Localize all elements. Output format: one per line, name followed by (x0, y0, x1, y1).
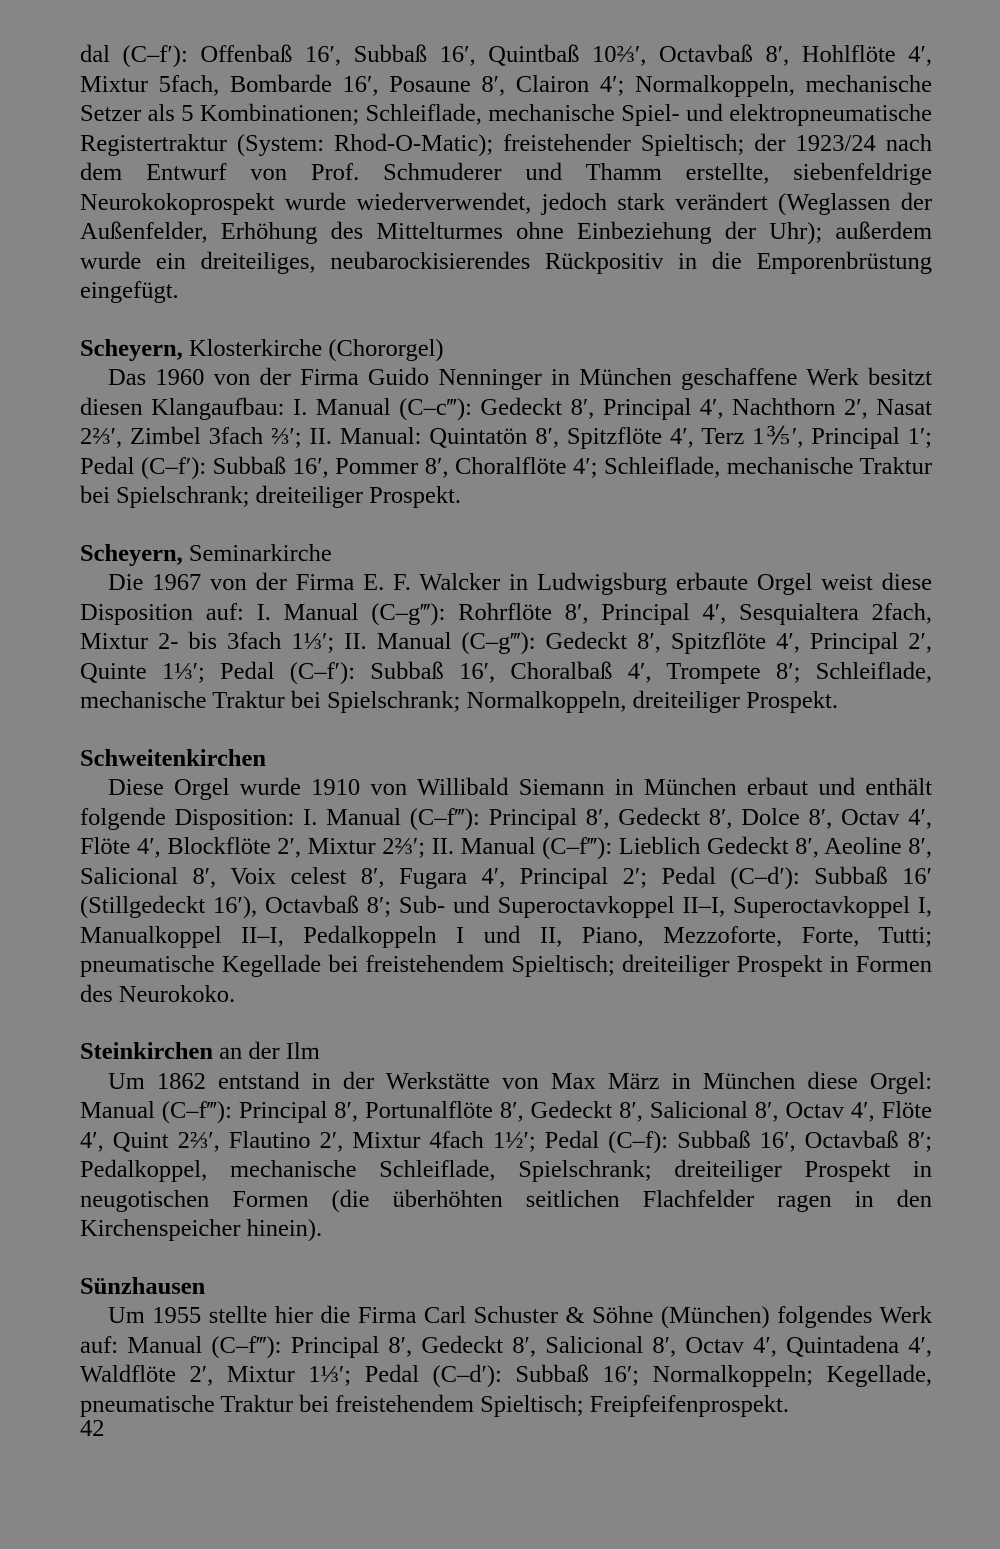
entry-text: Um 1862 entstand in der Werkstätte von Max März in München diese Orgel: Manual (C–f‴): Principal 8′, Portunalflöte 8′, Gedeckt 8′, Salicional 8′, Octav 4′, Flöte 4′, Quint 2⅔′, Flautino 2′, Mixtur 4fach 1½′; Pedal (C–f): Subbaß 16′, Octavbaß 8′; Pedalkoppel, mechanische Schleiflade, Spielschrank; dreiteiliger Prospekt in neugotischen Formen (die überhöhten seitlichen Flachfelder ragen in den Kirchenspeicher hinein). (80, 1067, 932, 1242)
entry-church: an der Ilm (212, 1038, 320, 1065)
entry-place: Steinkirchen (80, 1038, 213, 1065)
entry-schweitenkirchen (80, 744, 932, 1010)
intro-paragraph: dal (C–f′): Offenbaß 16′, Subbaß 16′, Quintbaß 10⅔′, Octavbaß 8′, Hohlflöte 4′, Mixtur 5fach, Bombarde 16′, Posaune 8′, Clairon 4′; Normalkoppeln, mechanische Setzer als 5 Kombinationen; Schleiflade, mechanische Spiel- und elektropneumatische Registertraktur (System: Rhod-O-Matic); freistehender Spieltisch; der 1923/24 nach dem Entwurf von Prof. Schmuderer und Thamm erstellte, siebenfeldrige Neurokokoprospekt wurde wiederverwendet, jedoch stark verändert (Weglassen der Außenfelder, Erhöhung des Mittelturmes ohne Einbeziehung der Uhr); außerdem wurde ein dreiteiliges, neubarockisierendes Rückpositiv in die Emporenbrüstung eingefügt. (80, 41, 932, 304)
entry-steinkirchen (80, 1037, 932, 1244)
entry-heading (80, 1272, 932, 1302)
entry-heading (80, 334, 932, 364)
entry-scheyern-seminarkirche (80, 539, 932, 716)
entry-church: Klosterkirche (Chororgel) (182, 334, 444, 362)
entry-text: Um 1955 stellte hier die Firma Carl Schuster & Söhne (München) folgendes Werk auf: Manual (C–f‴): Principal 8′, Gedeckt 8′, Salicional 8′, Octav 4′, Quintadena 4′, Waldflöte 2′, Mixtur 1⅓′; Pedal (C–d′): Subbaß 16′; Normalkoppeln; Kegellade, pneumatische Traktur bei freistehendem Spieltisch; Freipfeifenprospekt. (80, 1302, 932, 1418)
entry-place: Schweitenkirchen (80, 744, 267, 772)
entry-place: Sünzhausen (80, 1272, 206, 1300)
entry-suenzhausen (80, 1272, 932, 1420)
entry-place: Scheyern, (80, 539, 183, 567)
entry-heading (80, 744, 932, 774)
entry-text: Das 1960 von der Firma Guido Nenninger in München geschaffene Werk besitzt diesen Klangaufbau: I. Manual (C–c‴): Gedeckt 8′, Principal 4′, Nachthorn 2′, Nasat 2⅔′, Zimbel 3fach ⅔′; II. Manual: Quintatön 8′, Spitzflöte 4′, Terz 1⅗′, Principal 1′; Pedal (C–f′): Subbaß 16′, Pommer 8′, Choralflöte 4′; Schleiflade, mechanische Traktur bei Spielschrank; dreiteiliger Prospekt. (80, 364, 932, 509)
page-number: 42 (80, 1415, 105, 1442)
entry-church: Seminarkirche (182, 539, 332, 567)
entry-heading (80, 539, 932, 569)
entry-text: Die 1967 von der Firma E. F. Walcker in Ludwigsburg erbaute Orgel weist diese Disposition auf: I. Manual (C–g‴): Rohrflöte 8′, Principal 4′, Sesquialtera 2fach, Mixtur 2- bis 3fach 1⅓′; II. Manual (C–g‴): Gedeckt 8′, Spitzflöte 4′, Principal 2′, Quinte 1⅓′; Pedal (C–f′): Subbaß 16′, Choralbaß 4′, Trompete 8′; Schleiflade, mechanische Traktur bei Spielschrank; Normalkoppeln, dreiteiliger Prospekt. (80, 569, 932, 714)
document-page (80, 40, 932, 1419)
entry-place: Scheyern, (80, 334, 183, 362)
entry-heading (80, 1037, 932, 1067)
entry-text: Diese Orgel wurde 1910 von Willibald Siemann in München erbaut und enthält folgende Disposition: I. Manual (C–f‴): Principal 8′, Gedeckt 8′, Dolce 8′, Octav 4′, Flöte 4′, Blockflöte 2′, Mixtur 2⅔′; II. Manual (C–f‴): Lieblich Gedeckt 8′, Aeoline 8′, Salicional 8′, Voix celest 8′, Fugara 4′, Principal 2′; Pedal (C–d′): Subbaß 16′ (Stillgedeckt 16′), Octavbaß 8′; Sub- und Superoctavkoppel II–I, Superoctavkoppel I, Manualkoppel II–I, Pedalkoppeln I und II, Piano, Mezzoforte, Forte, Tutti; pneumatische Kegellade bei freistehendem Spieltisch; dreiteiliger Prospekt in Formen des Neurokoko. (80, 774, 932, 1008)
entry-scheyern-klosterkirche (80, 334, 932, 511)
